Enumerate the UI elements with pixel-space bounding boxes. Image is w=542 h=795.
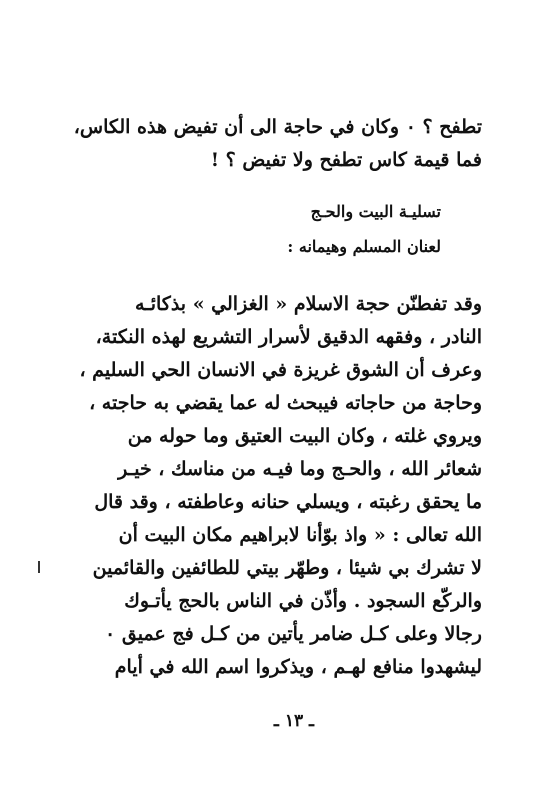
body-line-4: وحاجة من حاجاته فيبحث له عما يقضي به حاجته ،: [89, 392, 482, 414]
intro-line-1: تطفح ؟ ٠ وكان في حاجة الى أن تفيض هذه الكاس،: [73, 116, 482, 138]
section-subheading: لعنان المسلم وهيمانه :: [287, 237, 441, 256]
body-line-5: ويروي غلته ، وكان البيت العتيق وما حوله من: [127, 425, 482, 447]
body-line-3: وعرف أن الشوق غريزة في الانسان الحي السليم ،: [79, 359, 482, 381]
body-line-6: شعائر الله ، والحـج وما فيـه من مناسك ، خيـر: [118, 458, 482, 480]
body-line-1: وقد تفطنّن حجة الاسلام « الغزالي » بذكائـه: [134, 293, 482, 315]
section-heading: تسليـة البيت والحـج: [310, 202, 441, 221]
body-line-12: ليشهدوا منافع لهـم ، ويذكروا اسم الله في أيام: [114, 656, 482, 678]
margin-mark: [38, 561, 40, 573]
body-line-8: الله تعالى : « واذ بوّأنا لابراهيم مكان البيت أن: [118, 524, 482, 546]
intro-line-2: فما قيمة كاس تطفح ولا تفيض ؟ !: [210, 149, 482, 171]
body-line-9: لا تشرك بي شيئا ، وطهّر بيتي للطائفين والقائمين: [92, 557, 482, 579]
body-line-11: رجالا وعلى كـل ضامر يأتين من كـل فج عميق ٠: [105, 623, 482, 645]
body-line-10: والركّع السجود . وأذّن في الناس بالحج يأتـوك: [124, 590, 482, 612]
body-line-2: النادر ، وفقهه الدقيق لأسرار التشريع لهذه النكتة،: [95, 326, 482, 348]
page-number: ـ ١٣ ـ: [273, 711, 314, 731]
body-line-7: ما يحقق رغبته ، ويسلي حنانه وعاطفته ، وقد قال: [94, 491, 482, 513]
